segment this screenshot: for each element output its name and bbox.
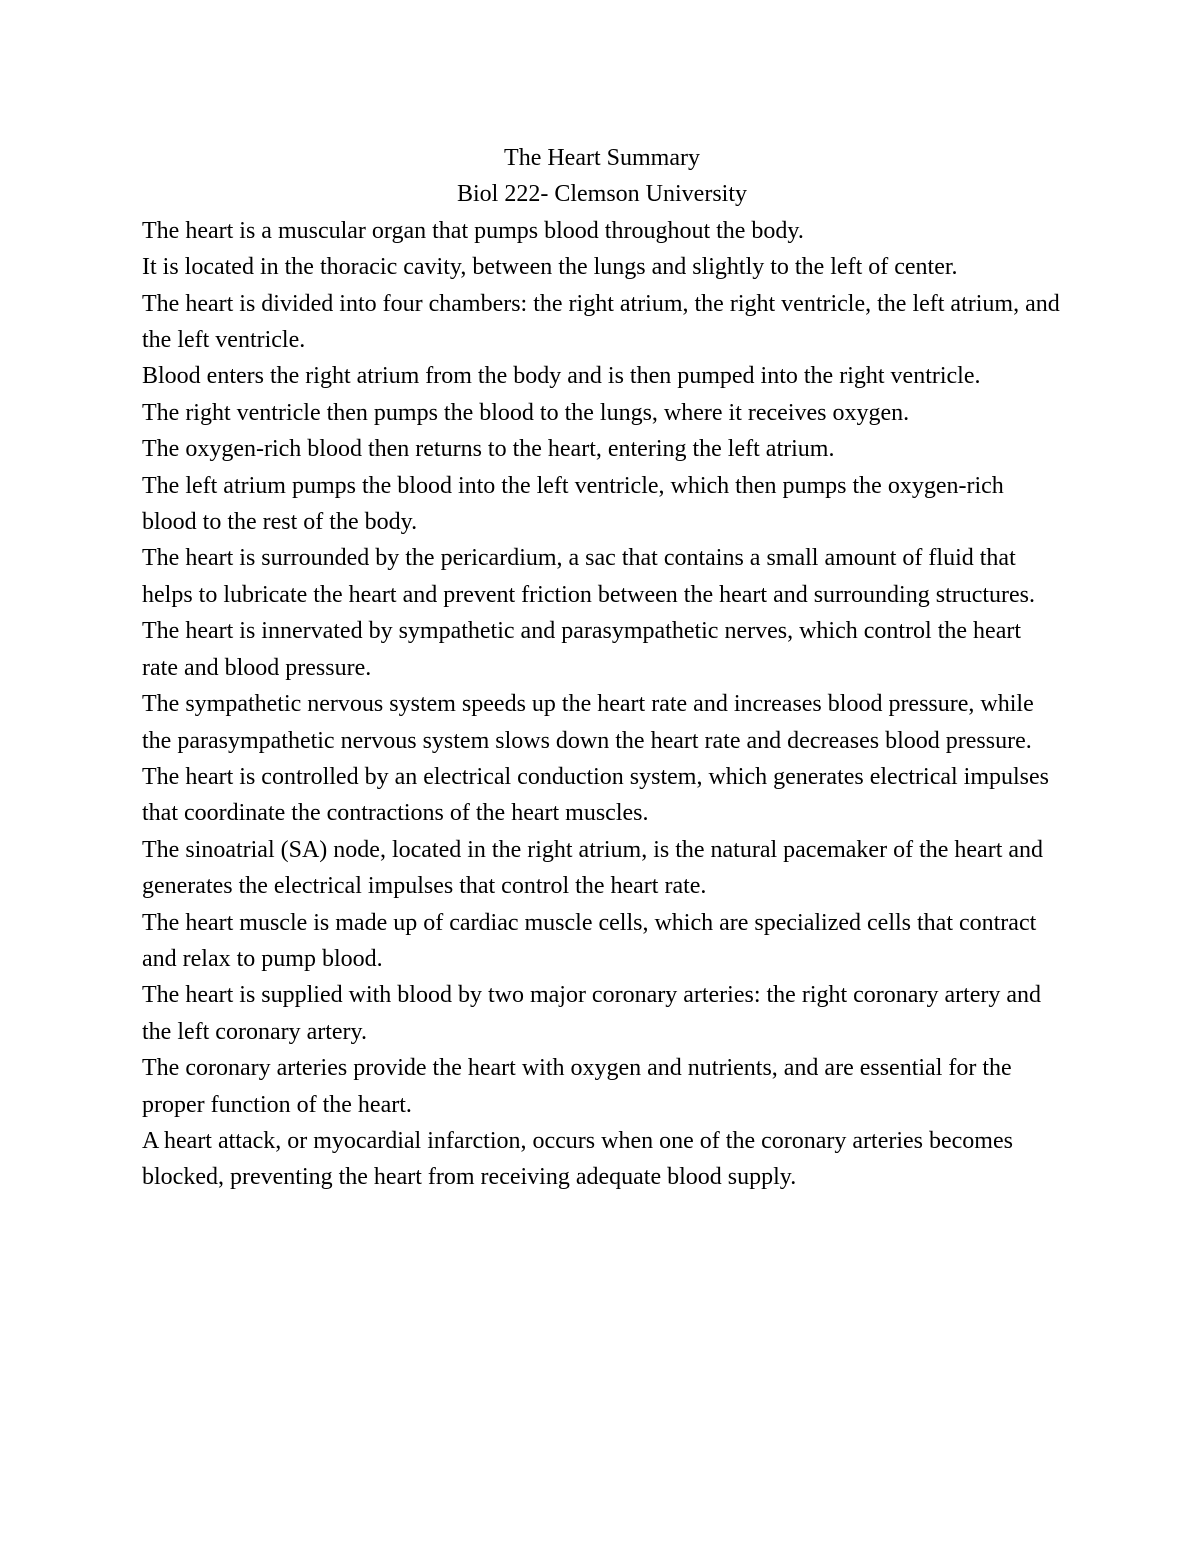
paragraph: The heart is supplied with blood by two major coronary arteries: the right coronary artery and the left coronary artery.	[142, 982, 1042, 1045]
paragraph: The heart is innervated by sympathetic and parasympathetic nerves, which control the heart rate and blood pressure.	[142, 618, 1022, 681]
paragraph: The heart is controlled by an electrical conduction system, which generates electrical impulses that coordinate the contractions of the heart muscles.	[142, 763, 1049, 827]
document-body	[142, 140, 1062, 1196]
paragraph: A heart attack, or myocardial infarction, occurs when one of the coronary arteries becomes blocked, preventing the heart from receiving adequate blood supply.	[142, 1127, 1013, 1191]
document-title: The Heart Summary	[504, 145, 700, 171]
paragraph: The right ventricle then pumps the blood to the lungs, where it receives oxygen.	[142, 399, 910, 426]
paragraph: The oxygen-rich blood then returns to the heart, entering the left atrium.	[142, 436, 835, 463]
paragraph: The sympathetic nervous system speeds up the heart rate and increases blood pressure, while the parasympathetic nervous system slows down the heart rate and decreases blood pressure.	[142, 691, 1034, 754]
paragraph: The heart muscle is made up of cardiac muscle cells, which are specialized cells that contract and relax to pump blood.	[142, 909, 1037, 972]
paragraph: The heart is surrounded by the pericardium, a sac that contains a small amount of fluid that helps to lubricate the heart and prevent friction between the heart and surrounding structures.	[142, 545, 1036, 608]
paragraph: The sinoatrial (SA) node, located in the right atrium, is the natural pacemaker of the heart and generates the electrical impulses that control the heart rate.	[142, 836, 1044, 900]
paragraph: The coronary arteries provide the heart with oxygen and nutrients, and are essential for the proper function of the heart.	[142, 1055, 1012, 1118]
paragraph: The left atrium pumps the blood into the left ventricle, which then pumps the oxygen-rich blood to the rest of the body.	[142, 472, 1004, 536]
paragraph: The heart is divided into four chambers: the right atrium, the right ventricle, the left atrium, and the left ventricle.	[142, 290, 1060, 354]
document-subtitle: Biol 222- Clemson University	[457, 181, 747, 208]
paragraph: Blood enters the right atrium from the body and is then pumped into the right ventricle.	[142, 363, 981, 390]
paragraph: The heart is a muscular organ that pumps blood throughout the body.	[142, 217, 804, 244]
paragraph: It is located in the thoracic cavity, between the lungs and slightly to the left of center.	[142, 254, 958, 281]
